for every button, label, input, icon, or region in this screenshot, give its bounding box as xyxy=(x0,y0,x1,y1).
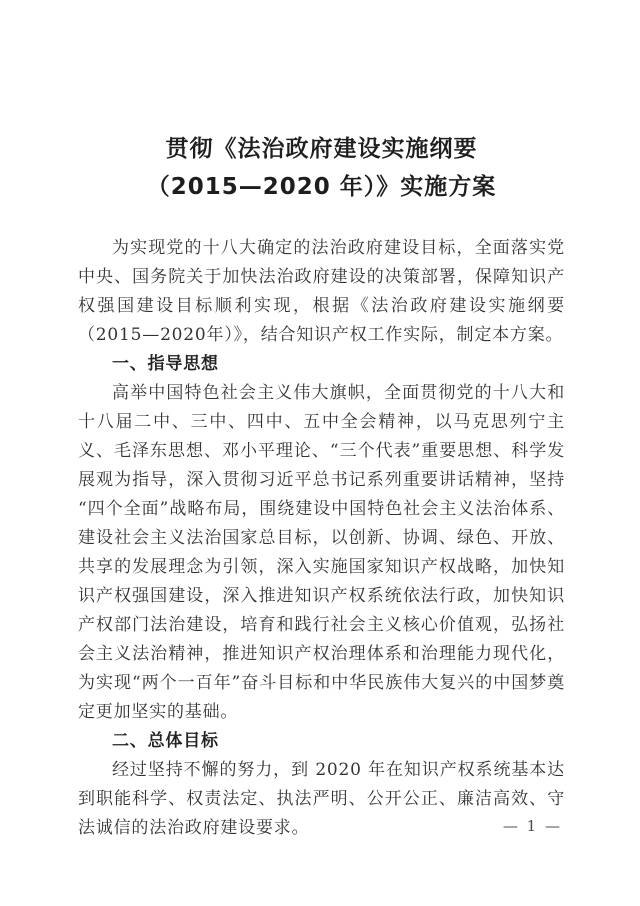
document-title-line-2: （2015—2020 年）》实施方案 xyxy=(146,174,497,200)
page-number: — 1 — xyxy=(502,817,562,835)
document-title-line-1: 贯彻《法治政府建设实施纲要 xyxy=(165,136,478,162)
intro-paragraph: 为实现党的十八大确定的法治政府建设目标，全面落实党中央、国务院关于加快法治政府建设的决策部署，保障知识产权强国建设目标顺利实现，根据《法治政府建设实施纲要（2015—2020年）》，结合知识产权工作实际，制定本方案。 xyxy=(78,238,565,345)
document-content xyxy=(78,0,565,843)
section-1-heading: 一、指导思想 xyxy=(112,354,219,374)
section-1-body: 高举中国特色社会主义伟大旗帜，全面贯彻党的十八大和十八届二中、三中、四中、五中全会精神，以马克思列宁主义、毛泽东思想、邓小平理论、“三个代表”重要思想、科学发展观为指导，深入贯彻习近平总书记系列重要讲话精神，坚持“四个全面”战略布局，围绕建设中国特色社会主义法治体系、建设社会主义法治国家总目标，以创新、协调、绿色、开放、共享的发展理念为引领，深入实施国家知识产权战略，加快知识产权强国建设，深入推进知识产权系统依法行政，加快知识产权部门法治建设，培育和践行社会主义核心价值观，弘扬社会主义法治精神，推进知识产权治理体系和治理能力现代化，为实现“两个一百年”奋斗目标和中华民族伟大复兴的中国梦奠定更加坚实的基础。 xyxy=(78,383,565,722)
section-2-heading: 二、总体目标 xyxy=(112,731,219,751)
section-2-body: 经过坚持不懈的努力，到 2020 年在知识产权系统基本达到职能科学、权责法定、执法严明、公开公正、廉洁高效、守法诚信的法治政府建设要求。 xyxy=(78,760,565,838)
document-title xyxy=(78,130,565,206)
